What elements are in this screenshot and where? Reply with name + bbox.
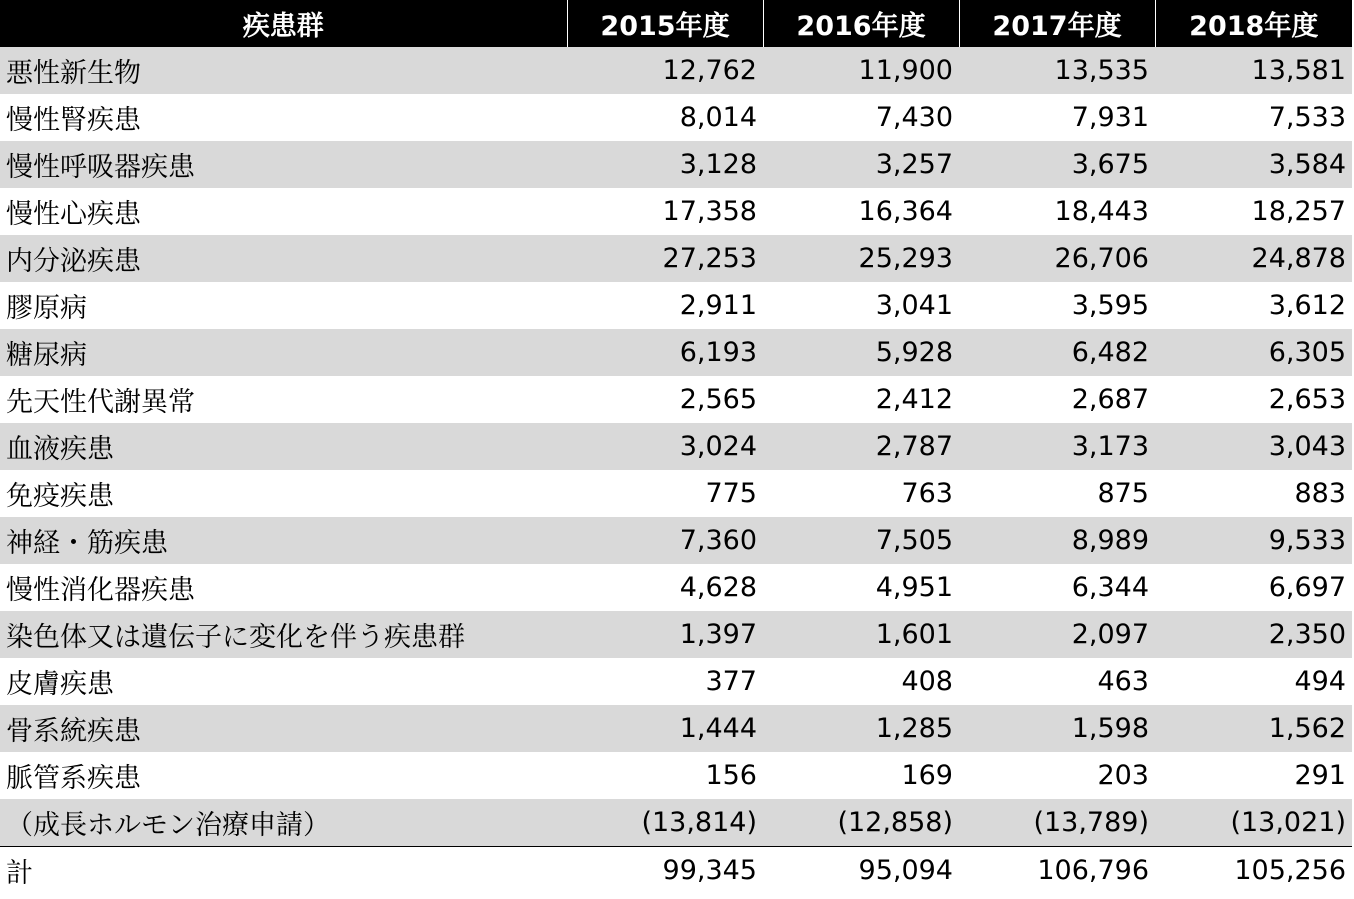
table-row [0, 423, 1352, 470]
cell-fy2015: 2,565 [679, 384, 757, 415]
cell-fy2016: 2,412 [875, 384, 953, 415]
header-fy2018: 2018年度 [1155, 0, 1352, 47]
row-label: 免疫疾患 [6, 481, 114, 512]
header-fy2015: 2015年度 [567, 0, 763, 47]
cell-fy2015: 1,397 [567, 611, 763, 658]
cell-fy2017: 13,535 [959, 47, 1155, 94]
cell-fy2016: 7,430 [875, 102, 953, 133]
cell-fy2015: 3,024 [567, 423, 763, 470]
cell-fy2018: 6,697 [1268, 572, 1346, 603]
table-row [0, 611, 1352, 658]
cell-fy2018: 9,533 [1155, 517, 1352, 564]
cell-fy2015: 8,014 [679, 102, 757, 133]
cell-fy2018: 7,533 [1268, 102, 1346, 133]
cell-fy2018: 883 [1294, 478, 1346, 509]
row-label: 染色体又は遺伝子に変化を伴う疾患群 [0, 611, 567, 658]
cell-fy2016: 2,787 [763, 423, 959, 470]
cell-fy2015: 377 [705, 666, 757, 697]
row-label: 皮膚疾患 [6, 669, 114, 700]
total-label: 計 [0, 847, 567, 895]
table-row [0, 141, 1352, 188]
cell-fy2016: 16,364 [858, 196, 953, 227]
row-label: 神経・筋疾患 [0, 517, 567, 564]
table-row [0, 658, 1352, 705]
cell-fy2015: 17,358 [662, 196, 757, 227]
table-row-growth-hormone [0, 799, 1352, 847]
table-row [0, 752, 1352, 799]
cell-fy2017: 3,595 [1071, 290, 1149, 321]
cell-fy2018: 3,043 [1155, 423, 1352, 470]
table-row [0, 517, 1352, 564]
cell-fy2016: 408 [901, 666, 953, 697]
cell-fy2017: 463 [1097, 666, 1149, 697]
header-disease-group: 疾患群 [0, 0, 567, 47]
cell-fy2016: 169 [901, 760, 953, 791]
cell-fy2016: 3,257 [763, 141, 959, 188]
header-fy2016: 2016年度 [763, 0, 959, 47]
cell-fy2017: 203 [1097, 760, 1149, 791]
row-label: 慢性消化器疾患 [6, 575, 195, 606]
cell-fy2017: 26,706 [959, 235, 1155, 282]
cell-fy2015: 27,253 [567, 235, 763, 282]
row-label: 糖尿病 [0, 329, 567, 376]
cell-fy2015: 775 [705, 478, 757, 509]
table-row [0, 282, 1352, 329]
row-label: 内分泌疾患 [0, 235, 567, 282]
cell-fy2016: 4,951 [875, 572, 953, 603]
table-row [0, 235, 1352, 282]
table-row [0, 564, 1352, 611]
cell-fy2015: 12,762 [567, 47, 763, 94]
cell-fy2017: 6,482 [959, 329, 1155, 376]
cell-fy2017: 875 [1097, 478, 1149, 509]
cell-fy2017: 2,687 [1071, 384, 1149, 415]
row-label: 膠原病 [6, 293, 87, 324]
cell-fy2018: 2,350 [1155, 611, 1352, 658]
cell-fy2017: 18,443 [1054, 196, 1149, 227]
table-row-total [0, 847, 1352, 895]
row-label: 先天性代謝異常 [6, 387, 195, 418]
table-row [0, 188, 1352, 235]
total-fy2018: 105,256 [1155, 847, 1352, 895]
cell-fy2015: 156 [705, 760, 757, 791]
cell-fy2015: (13,814) [567, 799, 763, 847]
table-row [0, 470, 1352, 517]
cell-fy2017: 2,097 [959, 611, 1155, 658]
table-row [0, 329, 1352, 376]
cell-fy2017: 8,989 [959, 517, 1155, 564]
table-row [0, 376, 1352, 423]
row-label: 悪性新生物 [0, 47, 567, 94]
cell-fy2016: 3,041 [875, 290, 953, 321]
cell-fy2016: 5,928 [763, 329, 959, 376]
cell-fy2018: 3,612 [1268, 290, 1346, 321]
cell-fy2016: 1,601 [763, 611, 959, 658]
row-label: 骨系統疾患 [0, 705, 567, 752]
cell-fy2018: 3,584 [1155, 141, 1352, 188]
total-fy2017: 106,796 [959, 847, 1155, 895]
cell-fy2018: 1,562 [1155, 705, 1352, 752]
cell-fy2017: (13,789) [959, 799, 1155, 847]
header-row [0, 0, 1352, 47]
cell-fy2018: 494 [1294, 666, 1346, 697]
cell-fy2015: 3,128 [567, 141, 763, 188]
row-label: 慢性呼吸器疾患 [0, 141, 567, 188]
cell-fy2016: (12,858) [763, 799, 959, 847]
cell-fy2015: 4,628 [679, 572, 757, 603]
cell-fy2016: 1,285 [763, 705, 959, 752]
cell-fy2015: 1,444 [567, 705, 763, 752]
cell-fy2016: 7,505 [763, 517, 959, 564]
row-label: （成長ホルモン治療申請） [0, 799, 567, 847]
cell-fy2018: 6,305 [1155, 329, 1352, 376]
cell-fy2015: 6,193 [567, 329, 763, 376]
cell-fy2017: 3,173 [959, 423, 1155, 470]
cell-fy2016: 763 [901, 478, 953, 509]
row-label: 慢性心疾患 [6, 199, 141, 230]
cell-fy2018: 24,878 [1155, 235, 1352, 282]
cell-fy2018: (13,021) [1155, 799, 1352, 847]
total-fy2015: 99,345 [567, 847, 763, 895]
cell-fy2015: 7,360 [567, 517, 763, 564]
cell-fy2018: 2,653 [1268, 384, 1346, 415]
cell-fy2017: 3,675 [959, 141, 1155, 188]
cell-fy2017: 7,931 [1071, 102, 1149, 133]
cell-fy2015: 2,911 [679, 290, 757, 321]
row-label: 脈管系疾患 [6, 763, 141, 794]
total-fy2016: 95,094 [763, 847, 959, 895]
row-label: 慢性腎疾患 [6, 105, 141, 136]
cell-fy2016: 11,900 [763, 47, 959, 94]
cell-fy2018: 291 [1294, 760, 1346, 791]
cell-fy2016: 25,293 [763, 235, 959, 282]
cell-fy2018: 18,257 [1251, 196, 1346, 227]
header-fy2017: 2017年度 [959, 0, 1155, 47]
cell-fy2017: 6,344 [1071, 572, 1149, 603]
row-label: 血液疾患 [0, 423, 567, 470]
table-row [0, 47, 1352, 94]
cell-fy2018: 13,581 [1155, 47, 1352, 94]
table-row [0, 94, 1352, 141]
cell-fy2017: 1,598 [959, 705, 1155, 752]
table-row [0, 705, 1352, 752]
